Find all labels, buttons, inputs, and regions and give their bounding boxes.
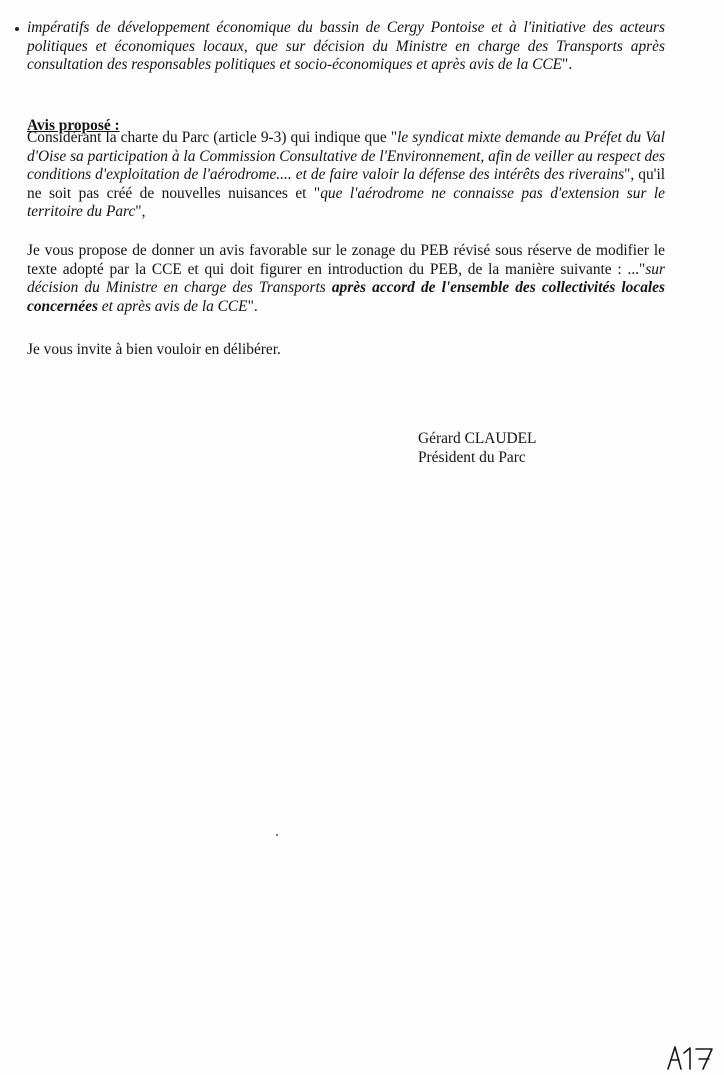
signature-title: Président du Parc [418,449,526,466]
paragraph-invite: Je vous invite à bien vouloir en délibérer. [27,341,281,358]
propose-text-end: ". [247,297,258,315]
bullet-mark [15,27,19,31]
avis-heading-text: Avis proposé : [27,117,120,134]
paragraph-top-italic: impératifs de développement économique du bassin de Cergy Pontoise et à l'initiative des acteurs politiques et économiques locaux, que sur décision du Ministre en charge des Transports après consultation des responsables politiques et socio-économiques et après avis de la CCE [27,19,665,74]
propose-quote-2: et après avis de la CCE [97,297,248,315]
paragraph-top [27,19,665,75]
propose-quote-bold: après accord de l'ensemble des collectivités locales concernées [27,279,665,315]
considerant-text-2: ", qu'il ne soit pas créé de nouvelles nuisances et " [27,166,666,202]
considerant-quote-1: le syndicat mixte demande au Préfet du Val d'Oise sa participation à la Commission Consultative de l'Environnement, afin de veiller au respect des conditions d'exploitation de l'aérodrome.... et de faire valoir la défense des intérêts des riverains [27,129,665,184]
scan-speck [276,834,278,836]
considerant-text-3: ", [135,203,146,221]
propose-text-1: Je vous propose de donner un avis favorable sur le zonage du PEB révisé sous réserve de modifier le texte adopté par la CCE et qui doit figurer en introduction du PEB, de la manière suivante : ..." [27,242,665,278]
signature-name: Gérard CLAUDEL [418,430,537,447]
paragraph-propose [27,242,665,316]
paragraph-top-end: ". [562,56,573,74]
propose-quote-1: sur décision du Ministre en charge des Transports [27,260,665,297]
paragraph-considerant [27,129,665,222]
page-reference-handwritten [664,1043,720,1071]
considerant-quote-2: que l'aérodrome ne connaisse pas d'extension sur le territoire du Parc [27,184,665,221]
considerant-text-1: Considérant la charte du Parc (article 9-3) qui indique que " [27,129,398,146]
